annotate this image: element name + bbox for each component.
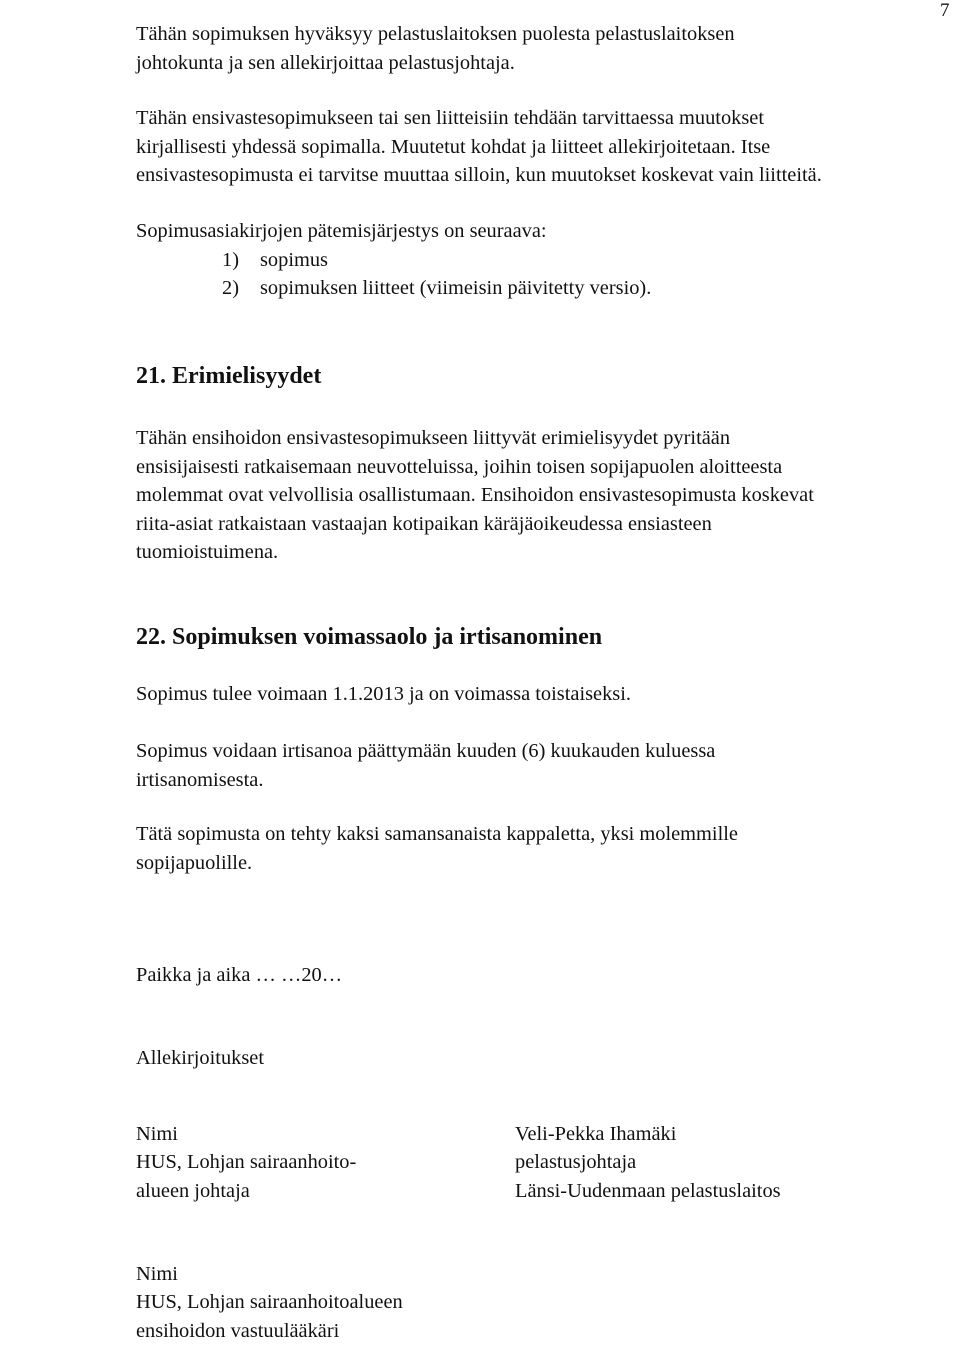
precedence-list-item: [136, 246, 936, 275]
section-21-line: ensisijaisesti ratkaisemaan neuvotteluissa, joihin toisen sopijapuolen aloitteesta: [136, 455, 783, 478]
signatory-3-block: [136, 1260, 403, 1345]
amendments-line: Tähän ensivastesopimukseen tai sen liitteisiin tehdään tarvittaessa muutokset: [136, 107, 764, 129]
precedence-list-item: [136, 274, 936, 303]
approval-paragraph: [136, 20, 936, 77]
page-number: 7: [940, 0, 950, 21]
signatory-organization: HUS, Lohjan sairaanhoitoalueen: [136, 1291, 403, 1314]
section-21-heading: 21. Erimielisyydet: [136, 363, 322, 389]
list-number: 1): [222, 248, 239, 271]
precedence-intro: Sopimusasiakirjojen pätemisjärjestys on seuraava:: [136, 220, 547, 242]
signatory-title: ensihoidon vastuulääkäri: [136, 1319, 340, 1342]
list-text: sopimuksen liitteet (viimeisin päivitetty versio).: [260, 277, 652, 299]
validity-paragraph: [136, 680, 936, 709]
signatory-name: Nimi: [136, 1123, 178, 1145]
list-text: sopimus: [260, 248, 328, 271]
place-and-date: [136, 961, 936, 990]
approval-line: Tähän sopimuksen hyväksyy pelastuslaitoksen puolesta pelastuslaitoksen: [136, 23, 735, 45]
signatory-title: pelastusjohtaja: [515, 1151, 637, 1174]
copies-line: Tätä sopimusta on tehty kaksi samansanaista kappaletta, yksi molemmille: [136, 823, 738, 845]
signatures-label: [136, 1044, 936, 1073]
signatory-organization: Länsi-Uudenmaan pelastuslaitos: [515, 1179, 781, 1202]
approval-line: johtokunta ja sen allekirjoittaa pelastusjohtaja.: [136, 51, 515, 74]
section-21-line: Tähän ensihoidon ensivastesopimukseen liittyvät erimielisyydet pyritään: [136, 427, 731, 449]
amendments-line: kirjallisesti yhdessä sopimalla. Muutetut kohdat ja liitteet allekirjoitetaan. Itse: [136, 135, 771, 158]
termination-paragraph: [136, 737, 936, 794]
amendments-line: ensivastesopimusta ei tarvitse muuttaa silloin, kun muutokset koskevat vain liitteitä.: [136, 164, 822, 186]
section-21-line: riita-asiat ratkaistaan vastaajan kotipaikan käräjäoikeudessa ensiasteen: [136, 512, 712, 535]
termination-line: irtisanomisesta.: [136, 768, 264, 791]
signatory-name: Nimi: [136, 1263, 178, 1285]
amendments-paragraph: [136, 104, 936, 190]
section-21-line: molemmat ovat velvollisia osallistumaan. Ensihoidon ensivastesopimusta koskevat: [136, 484, 814, 506]
signatory-1-block: [136, 1120, 356, 1205]
list-number: 2): [222, 277, 239, 299]
section-22-heading: 22. Sopimuksen voimassaolo ja irtisanominen: [136, 624, 603, 650]
section-21-line: tuomioistuimena.: [136, 541, 279, 563]
termination-line: Sopimus voidaan irtisanoa päättymään kuuden (6) kuukauden kuluessa: [136, 740, 716, 762]
signatory-title: alueen johtaja: [136, 1179, 250, 1202]
signatory-name: Veli-Pekka Ihamäki: [515, 1123, 677, 1145]
precedence-paragraph: [136, 217, 936, 303]
signatures-label-line: Allekirjoitukset: [136, 1047, 264, 1069]
validity-line: Sopimus tulee voimaan 1.1.2013 ja on voimassa toistaiseksi.: [136, 683, 631, 705]
place-and-date-line: Paikka ja aika … …20…: [136, 964, 343, 986]
signatory-title: HUS, Lohjan sairaanhoito-: [136, 1151, 357, 1174]
copies-paragraph: [136, 820, 936, 877]
section-21-body: [136, 424, 936, 567]
signatory-2-block: [515, 1120, 781, 1205]
copies-line: sopijapuolille.: [136, 851, 253, 874]
